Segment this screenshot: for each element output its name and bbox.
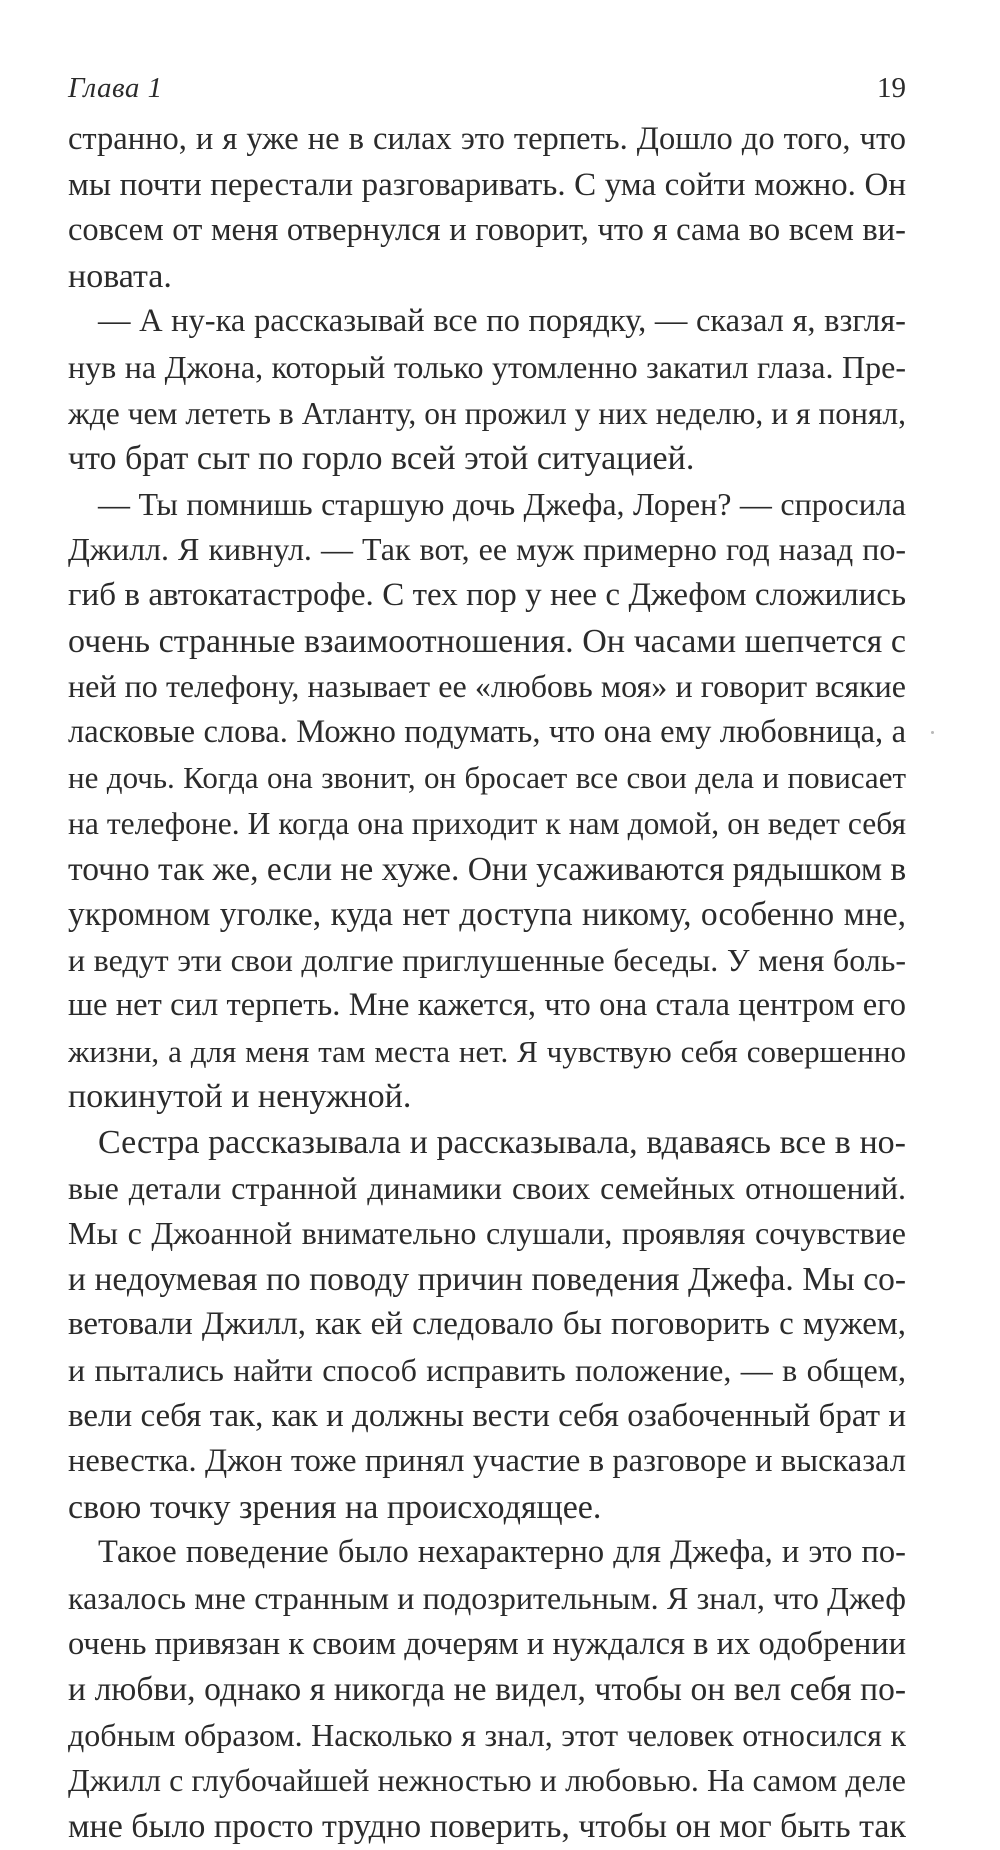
text-line: новата. (68, 257, 172, 295)
text-line: не дочь. Когда она звонит, он бросает все свои дела и повисает (68, 760, 906, 796)
text-line: укромном уголке, куда нет доступа никому, особенно мне, (68, 896, 906, 934)
text-line: невестка. Джон тоже принял участие в разговоре и высказал (68, 1443, 906, 1480)
text-line: — Ты помнишь старшую дочь Джефа, Лорен? — спросила (98, 485, 906, 522)
text-line: и пытались найти способ исправить положение, — в общем, (68, 1352, 906, 1389)
text-line: Сестра рассказывала и рассказывала, вдаваясь все в но- (98, 1124, 906, 1162)
text-line: мне было просто трудно поверить, чтобы он мог быть так (68, 1807, 906, 1845)
text-line: гиб в автокатастрофе. С тех пор у нее с Джефом сложились (68, 576, 906, 613)
text-line: добным образом. Насколько я знал, этот человек относился к (68, 1716, 906, 1753)
text-line: покинутой и ненужной. (68, 1078, 412, 1116)
text-line: — А ну-ка рассказывай все по порядку, — сказал я, взгля- (98, 303, 906, 340)
text-line: странно, и я уже не в силах это терпеть. Дошло до того, что (68, 121, 906, 157)
text-line: ласковые слова. Можно подумать, что она ему любовница, а (68, 713, 906, 750)
text-line: совсем от меня отвернулся и говорит, что я сама во всем ви- (68, 212, 906, 249)
text-line: очень привязан к своим дочерям и нуждался в их одобрении (68, 1625, 906, 1662)
text-line: Такое поведение было нехарактерно для Джефа, и это по- (98, 1534, 906, 1571)
text-line: на телефоне. И когда она приходит к нам домой, он ведет себя (68, 805, 906, 841)
body-text (68, 117, 906, 1850)
text-line: ветовали Джилл, как ей следовало бы поговорить с мужем, (68, 1306, 906, 1343)
text-line: что брат сыт по горло всей этой ситуацией. (68, 440, 695, 478)
text-line: нув на Джона, который только утомленно закатил глаза. Пре- (68, 348, 906, 385)
text-line: жде чем лететь в Атланту, он прожил у них неделю, и я понял, (68, 395, 906, 431)
text-line: ше нет сил терпеть. Мне кажется, что она стала центром его (68, 987, 906, 1024)
text-line: казалось мне странным и подозрительным. Я знал, что Джеф (68, 1580, 906, 1616)
text-line: вели себя так, как и должны вести себя озабоченный брат и (68, 1397, 906, 1434)
text-line: свою точку зрения на происходящее. (68, 1488, 602, 1526)
text-line: и любви, однако я никогда не видел, чтобы он вел себя по- (68, 1671, 906, 1709)
text-line: Джилл. Я кивнул. — Так вот, ее муж примерно год назад по- (68, 531, 906, 568)
text-line: точно так же, если не хуже. Они усаживаются рядышком в (68, 850, 906, 888)
text-line: Мы с Джоанной внимательно слушали, проявляя сочувствие (68, 1215, 906, 1252)
text-line: жизни, а для меня там места нет. Я чувствую себя совершенно (68, 1033, 906, 1069)
text-line: очень странные взаимоотношения. Он часами шепчется с (68, 622, 906, 660)
text-line: вые детали странной динамики своих семейных отношений. (68, 1169, 906, 1206)
text-line: ней по телефону, называет ее «любовь моя» и говорит всякие (68, 668, 906, 705)
paper-speck (931, 731, 934, 734)
running-head: Глава 1 (68, 72, 163, 104)
page-number: 19 (877, 72, 906, 104)
text-line: Джилл с глубочайшей нежностью и любовью. На самом деле (68, 1762, 906, 1799)
text-line: и недоумевая по поводу причин поведения Джефа. Мы со- (68, 1260, 906, 1298)
text-line: мы почти перестали разговаривать. С ума сойти можно. Он (68, 166, 906, 203)
text-line: и ведут эти свои долгие приглушенные беседы. У меня боль- (68, 941, 906, 978)
